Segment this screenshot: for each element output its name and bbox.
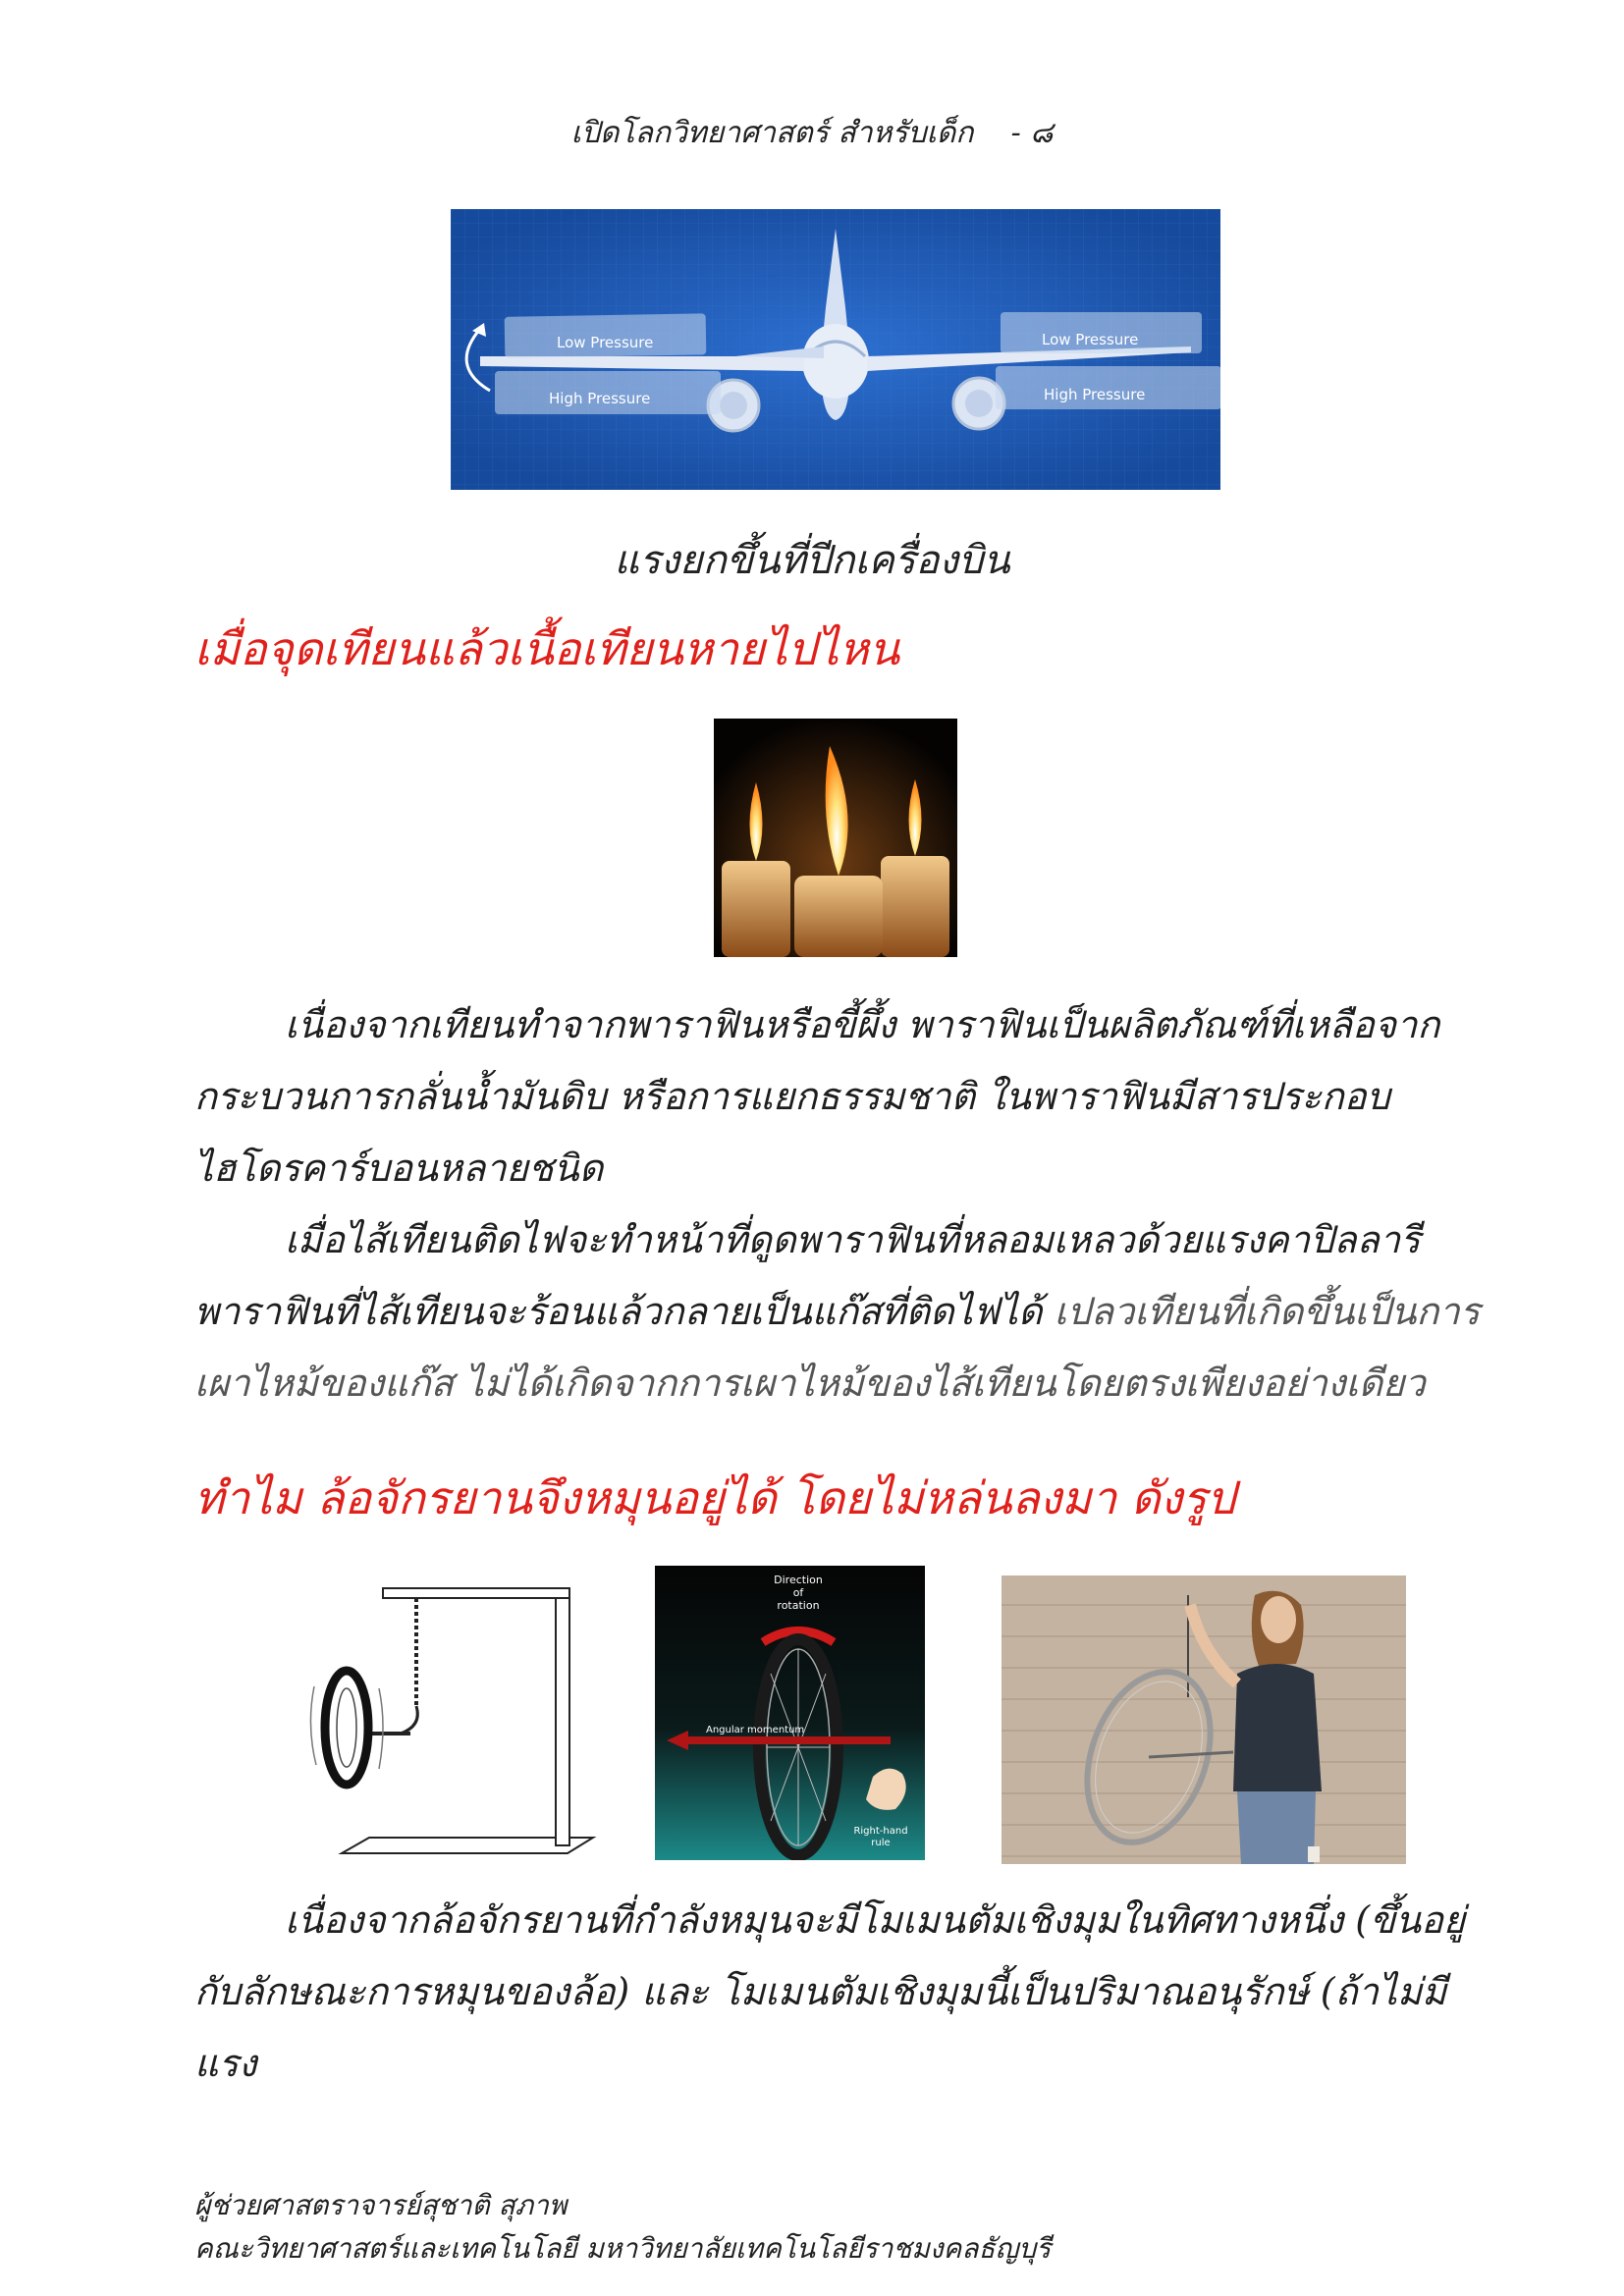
high-pressure-label-right: High Pressure [1044,386,1146,403]
rotation-label: rotation [777,1599,820,1612]
girl-spinning-wheel-photo [1001,1575,1406,1864]
candle-para2-line2b: เปลวเทียนที่เกิดขึ้นเป็นการ [1054,1290,1481,1333]
candle-para2-line3: เผาไหม้ของแก๊ส ไม่ได้เกิดจากการเผาไหม้ของไส้เทียนโดยตรงเพียงอย่างเดียว [194,1362,1426,1405]
airplane-caption: แรงยกขึ้นที่ปีกเครื่องบิน [614,538,1010,583]
low-pressure-label-left: Low Pressure [557,334,654,351]
airplane-lift-image [451,209,1220,490]
angular-momentum-diagram [655,1566,925,1860]
low-pressure-label-right: Low Pressure [1042,331,1139,348]
high-pressure-label-left: High Pressure [549,390,651,407]
header-title: เปิดโลกวิทยาศาสตร์ สำหรับเด็ก [570,116,974,150]
candle-paragraph [194,989,1490,1419]
footer-author: ผู้ช่วยศาสตราจารย์สุชาติ สุภาพ [194,2189,568,2221]
wheel-heading: ทำไม ล้อจักรยานจึงหมุนอยู่ได้ โดยไม่หล่นลงมา ดังรูป [194,1471,1236,1524]
wheel-paragraph [194,1885,1490,2100]
candle-para1-line3: ไฮโดรคาร์บอนหลายชนิด [194,1147,604,1190]
page-number: - ๘ [1010,116,1054,150]
direction-label: Direction [774,1574,823,1586]
page-footer [194,2184,1471,2270]
righthand-label: Right-hand [853,1826,908,1837]
candle-heading: เมื่อจุดเทียนแล้วเนื้อเทียนหายไปไหน [194,622,900,675]
candle-para2-line1: เมื่อไส้เทียนติดไฟจะทำหน้าที่ดูดพาราฟินที่หลอมเหลวด้วยแรงคาปิลลารี [285,1218,1421,1261]
hanging-wheel-drawing [302,1578,603,1865]
rule-label: rule [871,1838,891,1848]
wheel-para-line2: กับลักษณะการหมุนของล้อ) และ โมเมนตัมเชิงมุมนี้เป็นปริมาณอนุรักษ์ (ถ้าไม่มีแรง [194,1970,1447,2085]
candle-para2-line2 [194,1276,1490,1348]
candle-para1-line1: เนื่องจากเทียนทำจากพาราฟินหรือขี้ผึ้ง พาราฟินเป็นผลิตภัณฑ์ที่เหลือจาก [285,1003,1440,1046]
of-label: of [792,1586,804,1599]
page-header [0,110,1624,156]
candle-para2-line2a: พาราฟินที่ไส้เทียนจะร้อนแล้วกลายเป็นแก๊สที่ติดไฟได้ [194,1290,1055,1333]
wheel-para-line1: เนื่องจากล้อจักรยานที่กำลังหมุนจะมีโมเมนตัมเชิงมุมในทิศทางหนึ่ง (ขึ้นอยู่ [285,1898,1466,1942]
footer-affiliation: คณะวิทยาศาสตร์และเทคโนโลยี มหาวิทยาลัยเทคโนโลยีราชมงคลธัญบุรี [194,2232,1052,2265]
candles-image [714,719,957,957]
candle-para1-line2: กระบวนการกลั่นน้ำมันดิบ หรือการแยกธรรมชาติ ในพาราฟินมีสารประกอบ [194,1075,1390,1118]
angular-label: Angular momentum [706,1725,805,1735]
